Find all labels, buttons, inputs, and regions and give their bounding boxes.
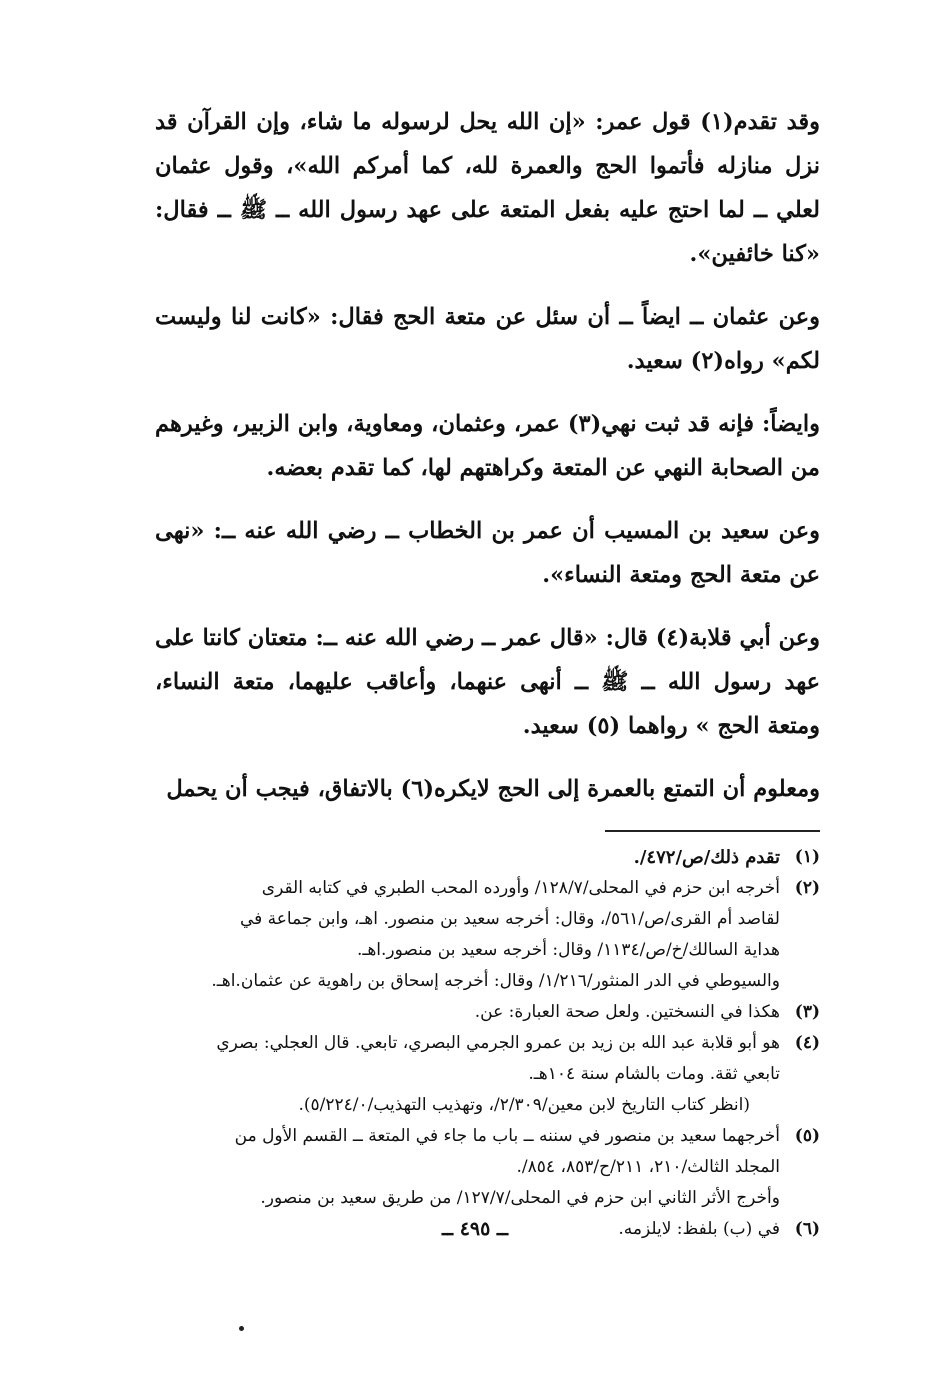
paragraph: وعن سعيد بن المسيب أن عمر بن الخطاب ــ رضي الله عنه ــ: «نهى عن متعة الحج ومتعة النساء». (155, 518, 820, 588)
footnote-3 (155, 997, 820, 1028)
paragraph: ومعلوم أن التمتع بالعمرة إلى الحج لايكره(٦) بالاتفاق، فيجب أن يحمل (166, 776, 820, 802)
footnote-number: (٤) (794, 1033, 820, 1053)
footnote-number: (٥) (794, 1126, 820, 1146)
footnote-line: هكذا في النسختين. ولعل صحة العبارة: عن. (474, 1002, 780, 1022)
footnote-line: هو أبو قلابة عبد الله بن زيد بن عمرو الجرمي البصري، تابعي. قال العجلي: بصري (216, 1033, 780, 1053)
footnote-line: والسيوطي في الدر المنثور/١/٢١٦/ وقال: أخرجه إسحاق بن راهوية عن عثمان.اهـ. (211, 971, 780, 991)
footnotes (155, 842, 820, 1245)
footnote-number: (٦) (794, 1219, 820, 1239)
footnote-line: تابعي ثقة. ومات بالشام سنة ١٠٤هـ. (528, 1064, 780, 1084)
footnote-number: (٣) (794, 1002, 820, 1022)
paragraph: وقد تقدم(١) قول عمر: «إن الله يحل لرسوله ما شاء، وإن القرآن قد نزل منازله فأتموا الحج والعمرة لله، كما أمركم الله»، وقول عثمان لعلي ــ لما احتج عليه بفعل المتعة على عهد رسول الله ــ ﷺ ــ فقال: «كنا خائفين». (155, 109, 820, 267)
footnote-line: وأخرج الأثر الثاني ابن حزم في المحلى/١٢٧/٧/ من طريق سعيد بن منصور. (260, 1188, 780, 1208)
footnote-line: أخرجهما سعيد بن منصور في سننه ــ باب ما جاء في المتعة ــ القسم الأول من (234, 1126, 780, 1146)
main-text (155, 100, 820, 811)
footnote-line: المجلد الثالث/٢١٠، ٢١١/ح/٨٥٣، ٨٥٤/. (516, 1157, 780, 1177)
footnote-2 (155, 873, 820, 997)
footnote-1 (155, 842, 820, 873)
footnote-text (155, 873, 780, 997)
footnote-line: (انظر كتاب التاريخ لابن معين/٢/٣٠٩/، وتهذيب التهذيب/٥/٢٢٤/٠). (298, 1095, 750, 1115)
paragraph: وعن عثمان ــ ايضاً ــ أن سئل عن متعة الحج فقال: «كانت لنا وليست لكم» رواه(٢) سعيد. (155, 304, 820, 374)
footnote-4 (155, 1028, 820, 1121)
footnote-text (155, 997, 780, 1028)
footnote-number: (١) (794, 847, 820, 867)
footnote-line: لقاصد أم القرى/ص/٥٦١/، وقال: أخرجه سعيد بن منصور. اهـ، وابن جماعة في (239, 909, 780, 929)
footnote-separator (605, 830, 820, 832)
footnote-line: في (ب) بلفظ: لايلزمه. (618, 1219, 780, 1239)
footnote-text (155, 1028, 780, 1121)
paragraph: وايضاً: فإنه قد ثبت نهي(٣) عمر، وعثمان، ومعاوية، وابن الزبير، وغيرهم من الصحابة النهي عن المتعة وكراهتهم لها، كما تقدم بعضه. (155, 411, 820, 481)
footnote-number: (٢) (794, 878, 820, 898)
footnote-5 (155, 1121, 820, 1214)
scan-speck (239, 1326, 244, 1331)
page-number: ــ ٤٩٥ ــ (441, 1218, 509, 1240)
footnote-text (155, 842, 780, 873)
paragraph: وعن أبي قلابة(٤) قال: «قال عمر ــ رضي الله عنه ــ: متعتان كانتا على عهد رسول الله ــ ﷺ ــ أنهى عنهما، وأعاقب عليهما، متعة النساء، ومتعة الحج » رواهما (٥) سعيد. (155, 625, 820, 739)
footnote-text (155, 1121, 780, 1214)
footnote-line: تقدم ذلك/ص/٤٧٢/. (633, 847, 780, 868)
footnote-line: هداية السالك/خ/ص/١١٣٤/ وقال: أخرجه سعيد بن منصور.اهـ. (356, 940, 780, 960)
footnote-line: أخرجه ابن حزم في المحلى/١٢٨/٧/ وأورده المحب الطبري في كتابه القرى (261, 878, 780, 898)
